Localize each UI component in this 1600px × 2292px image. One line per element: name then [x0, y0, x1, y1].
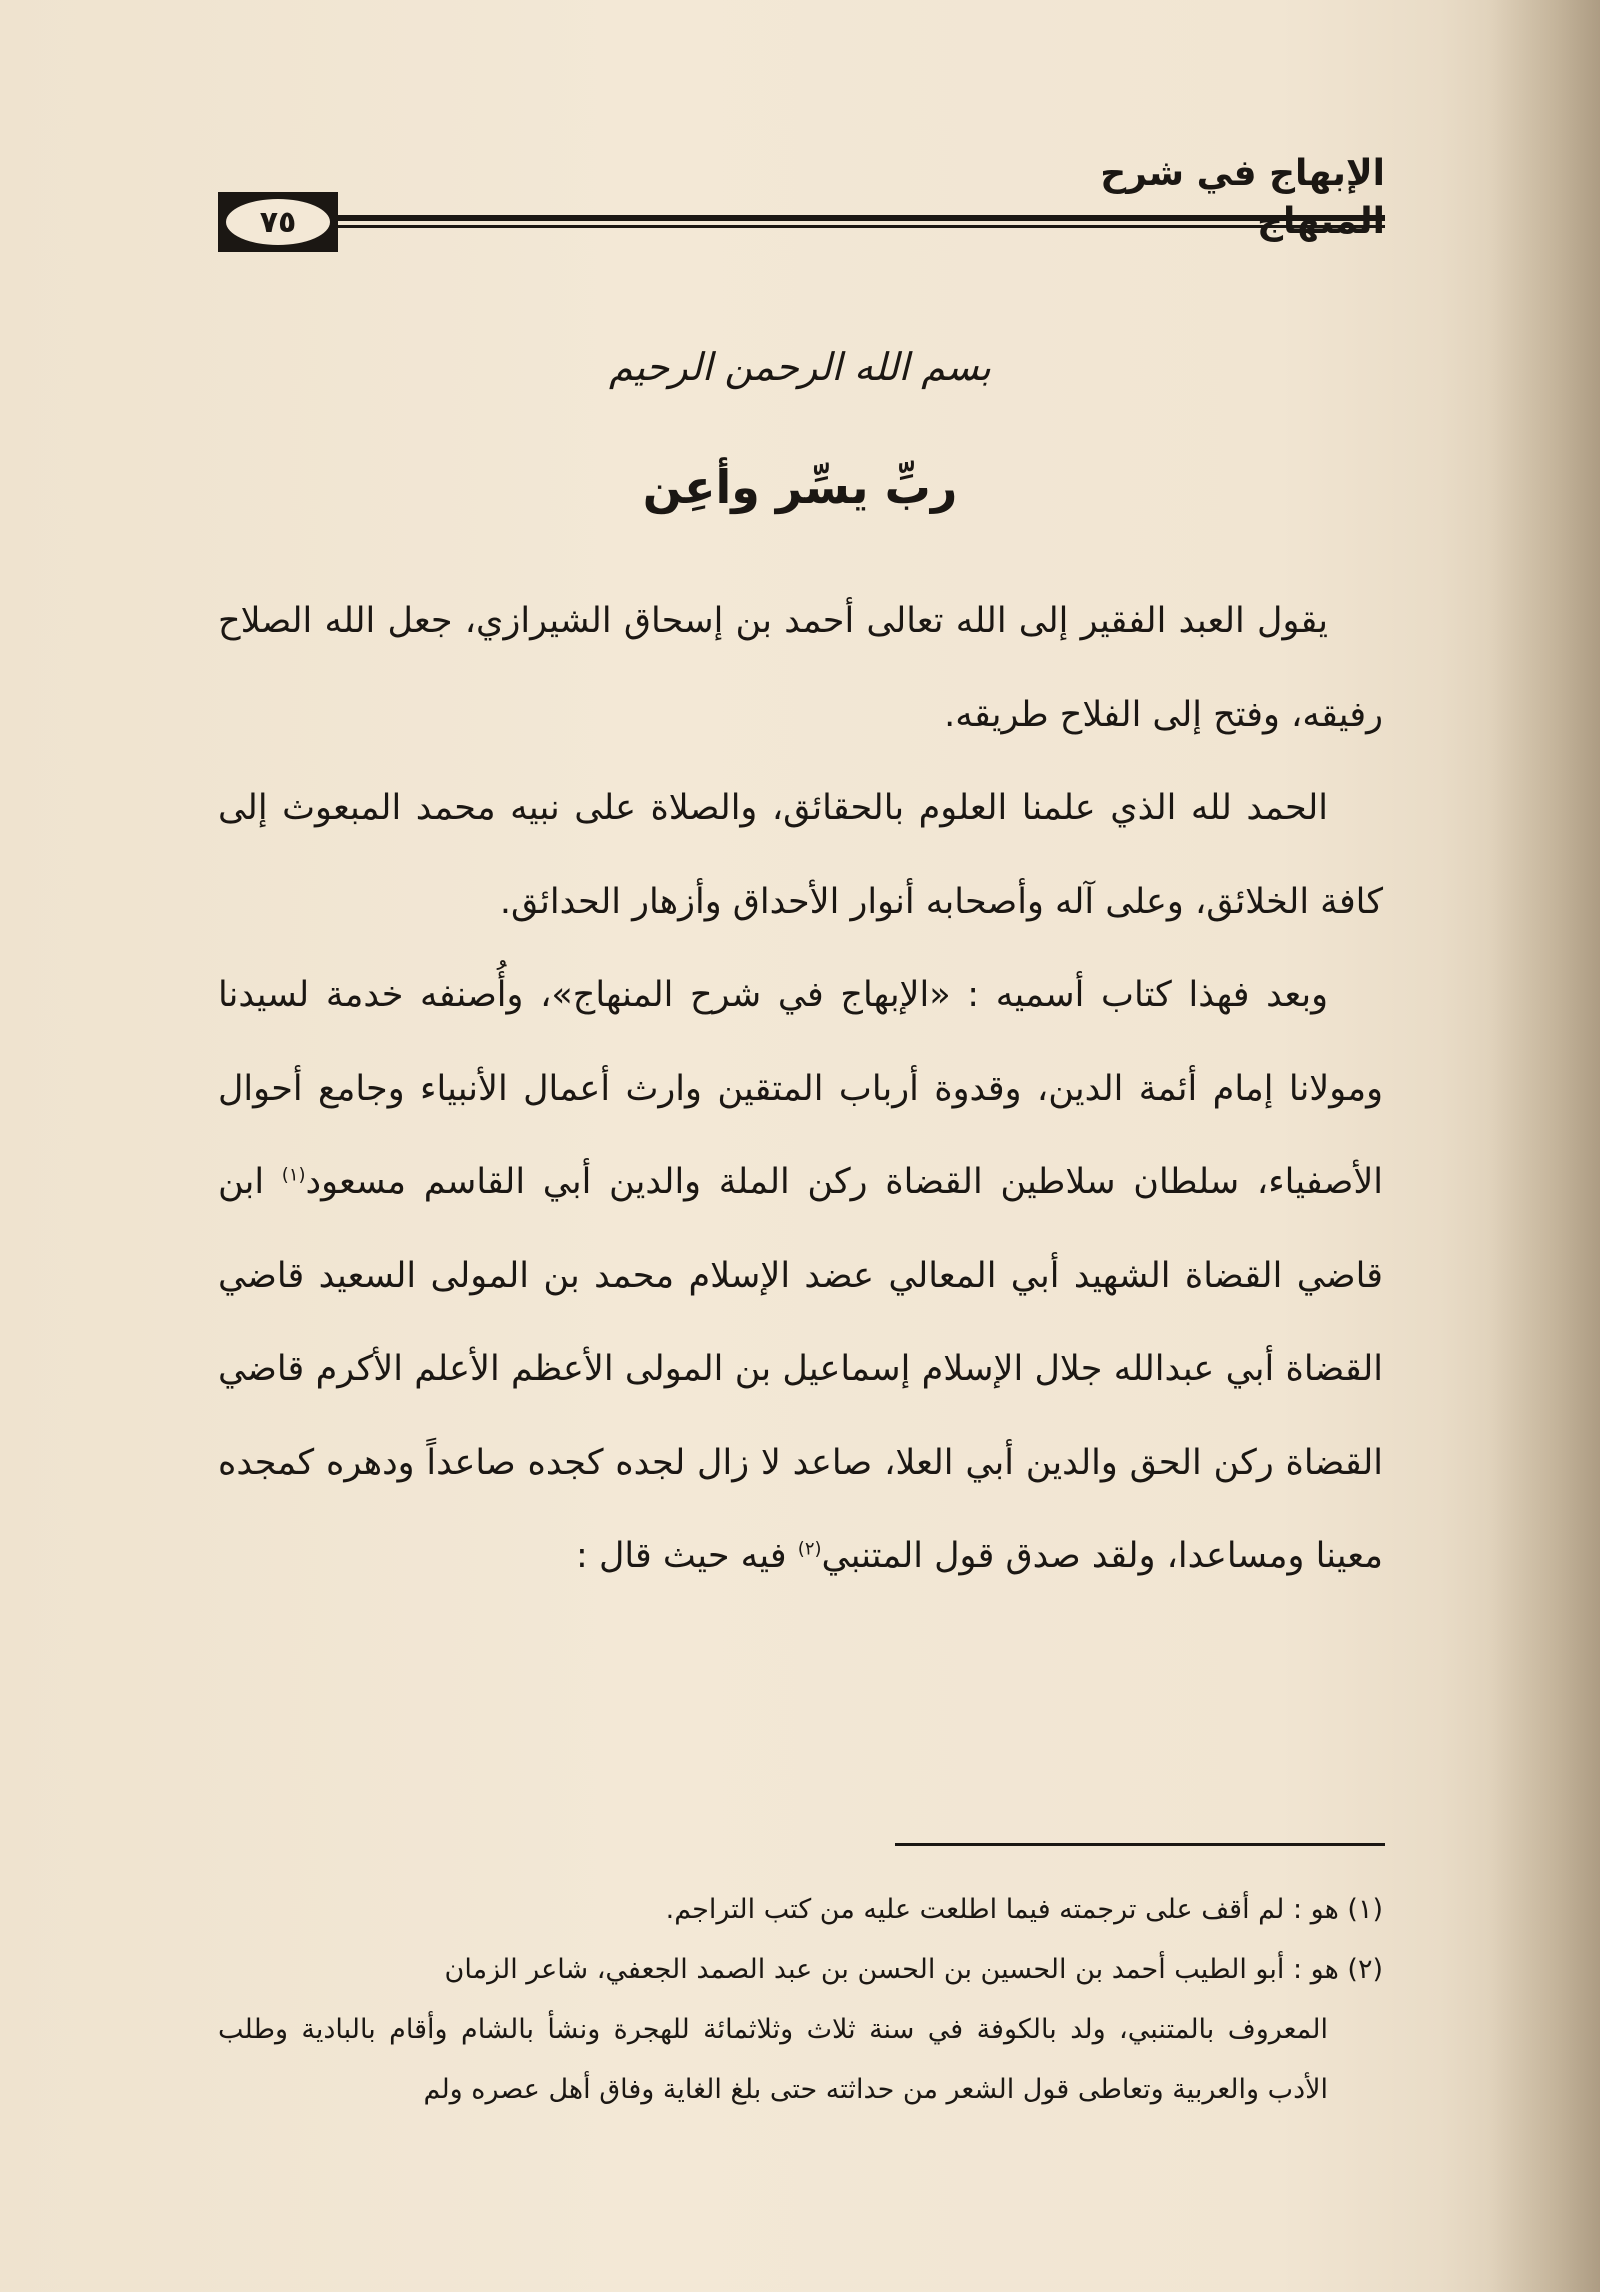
dedication-text-b: ابن قاضي القضاة الشهيد أبي المعالي عضد الإسلام محمد بن المولى السعيد قاضي القضاة أبي عبدالله جلال الإسلام إسماعيل بن المولى الأعظم الأعلم الأكرم قاضي القضاة ركن الحق والدين أبي العلا، صاعد لا زال لجده كجده صاعداً ودهره كمجده معينا ومساعدا، ولقد صدق قول المتنبي — [218, 1162, 1383, 1576]
running-title: الإبهاج في شرح — [1100, 153, 1385, 194]
footnote-2: (٢) هو : أبو الطيب أحمد بن الحسين بن الحسن بن عبد الصمد الجعفي، شاعر الزمان — [444, 1954, 1383, 1985]
opening-heading: ربِّ يسِّر وأعِن — [642, 460, 958, 514]
page-number: ٧٥ — [226, 199, 330, 245]
footnote-ref-2[interactable]: (٢) — [797, 1538, 822, 1560]
page-edge-shadow — [1490, 0, 1600, 2292]
dedication-text-c: فيه حيث قال : — [576, 1536, 798, 1576]
paragraph-intro: يقول العبد الفقير إلى الله تعالى أحمد بن إسحاق الشيرازي، جعل الله الصلاح رفيقه، وفتح إلى الفلاح طريقه. — [218, 601, 1383, 735]
header-rule — [300, 215, 1385, 229]
footnotes — [218, 1880, 1383, 2120]
footnote-ref-1[interactable]: (١) — [281, 1164, 306, 1186]
basmala: بسم الله الرحمن الرحيم — [609, 345, 991, 389]
footnote-1: (١) هو : لم أقف على ترجمته فيما اطلعت عليه من كتب التراجم. — [665, 1894, 1383, 1925]
paragraph-praise: الحمد لله الذي علمنا العلوم بالحقائق، والصلاة على نبيه محمد المبعوث إلى كافة الخلائق، وعلى آله وأصحابه أنوار الأحداق وأزهار الحدائق. — [218, 788, 1383, 922]
paragraph-dedication — [218, 949, 1383, 1604]
footnote-rule — [895, 1843, 1385, 1846]
body-text — [218, 575, 1383, 1604]
dedication-text-a: وبعد فهذا كتاب أسميه : «الإبهاج في شرح المنهاج»، وأُصنفه خدمة لسيدنا ومولانا إمام أئمة الدين، وقدوة أرباب المتقين وارث أعمال الأنبياء وجامع أحوال الأصفياء، سلطان سلاطين القضاة ركن الملة والدين أبي القاسم مسعود — [218, 975, 1384, 1202]
footnote-2-continued: المعروف بالمتنبي، ولد بالكوفة في سنة ثلاث وثلاثمائة للهجرة ونشأ بالشام وأقام بالبادية وطلب الأدب والعربية وتعاطى قول الشعر من حداثته حتى بلغ الغاية وفاق أهل عصره ولم — [218, 2014, 1328, 2105]
